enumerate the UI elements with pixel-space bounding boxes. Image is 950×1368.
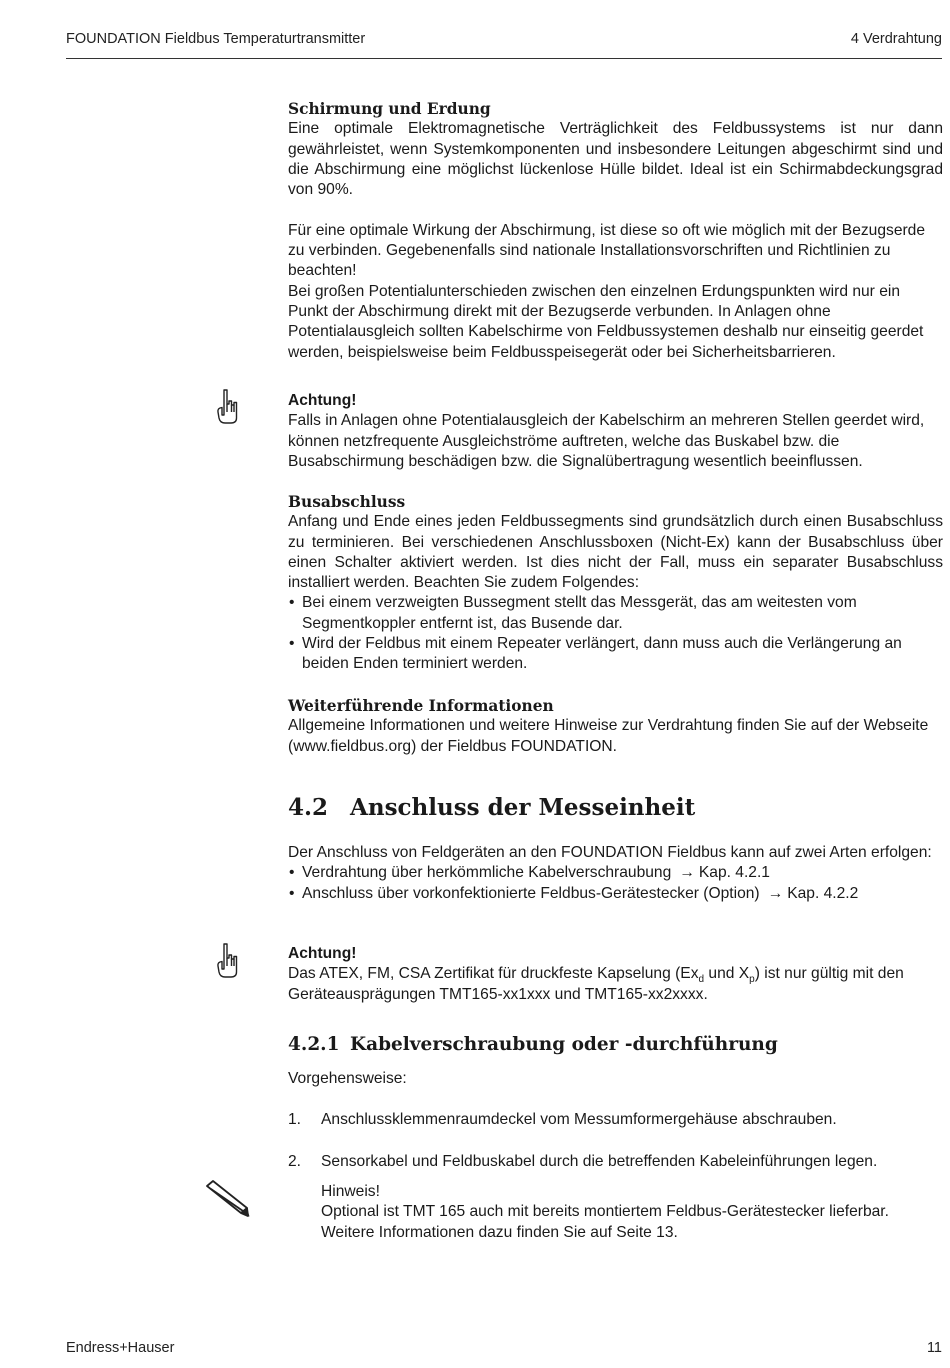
section-title: Kabelverschraubung oder -durchführung bbox=[350, 1034, 778, 1055]
note-line: Optional ist TMT 165 auch mit bereits montiertem Feldbus-Gerätestecker lieferbar. bbox=[321, 1203, 889, 1221]
step-number: 2. bbox=[288, 1153, 302, 1170]
procedure-intro: Vorgehensweise: bbox=[288, 1070, 407, 1087]
shielding-paragraph-3: Bei großen Potentialunterschieden zwischen den einzelnen Erdungspunkten wird nur ein Punkt der Abschirmung direkt mit der Bezugserde verbunden. In Anlagen ohne Potentialausgleich sollten Kabelschirme von Feldbussystemen deshalb nur einseitig geerdet werden, beispielsweise beim Feldbusspeisegerät oder bei Sicherheitsbarrieren. bbox=[288, 282, 924, 361]
caution-text: Falls in Anlagen ohne Potentialausgleich der Kabelschirm an mehreren Stellen geerdet wird, können netzfrequente Ausgleichströme auftreten, welche das Buskabel bzw. die Busabschirmung beschädigen bzw. die Signalübertragung wesentlich beeinflussen. bbox=[288, 412, 925, 470]
section-number: 4.2 bbox=[288, 794, 329, 821]
section-heading-4-2 bbox=[288, 794, 695, 821]
list-item: • Anschluss über vorkonfektionierte Feldbus-Gerätestecker (Option) → Kap. 4.2.2 bbox=[288, 884, 943, 904]
shielding-heading: Schirmung und Erdung bbox=[288, 100, 491, 118]
caution-title: Achtung! bbox=[288, 392, 357, 409]
chapter-reference: Kap. 4.2.2 bbox=[787, 884, 859, 902]
step-text: Sensorkabel und Feldbuskabel durch die betreffenden Kabeleinführungen legen. bbox=[321, 1153, 878, 1170]
termination-section bbox=[288, 492, 943, 675]
connection-options-list bbox=[288, 863, 943, 904]
section-title: Anschluss der Messeinheit bbox=[350, 794, 696, 821]
section-4-2-intro: Der Anschluss von Feldgeräten an den FOUNDATION Fieldbus kann auf zwei Arten erfolgen: bbox=[288, 844, 932, 861]
further-info-paragraph: Allgemeine Informationen und weitere Hinweise zur Verdrahtung finden Sie auf der Webseite (www.fieldbus.org) der Fieldbus FOUNDATION. bbox=[288, 717, 929, 755]
step-number: 1. bbox=[288, 1111, 302, 1128]
arrow-right-icon: → bbox=[767, 884, 784, 902]
caution-block-2 bbox=[288, 944, 943, 1005]
note-line: Weitere Informationen dazu finden Sie auf Seite 13. bbox=[321, 1223, 678, 1241]
pointing-hand-icon bbox=[214, 942, 240, 985]
section-heading-4-2-1 bbox=[288, 1034, 778, 1055]
page-number: 11 bbox=[926, 1340, 942, 1356]
section-number: 4.2.1 bbox=[288, 1034, 340, 1055]
caution-block-1 bbox=[288, 391, 943, 472]
further-info-section bbox=[288, 696, 943, 757]
section-4-2-body bbox=[288, 843, 943, 904]
arrow-right-icon: → bbox=[679, 864, 695, 882]
shielding-paragraph-1: Eine optimale Elektromagnetische Verträglichkeit des Feldbussystems ist nur dann gewährleistet, wenn Systemkomponenten und insbesondere Leitungen abgeschirmt sind und die Abschirmung eine möglichst lückenlose Hülle bildet. Ideal ist ein Schirmabdeckungsgrad von 90%. bbox=[288, 120, 943, 199]
running-header-title: FOUNDATION Fieldbus Temperaturtransmitter bbox=[66, 31, 366, 47]
further-info-heading: Weiterführende Informationen bbox=[288, 697, 554, 715]
list-item: • Wird der Feldbus mit einem Repeater verlängert, dann muss auch die Verlängerung an beiden Enden terminiert werden. bbox=[288, 634, 943, 675]
termination-paragraph: Anfang und Ende eines jeden Feldbussegments sind grundsätzlich durch einen Busabschluss zu terminieren. Bei verschiedenen Anschlussboxen (Nicht-Ex) kann der Busabschluss über einen Schalter aktiviert werden. Ist dies nicht der Fall, muss ein separater Busabschluss installiert werden. Beachten Sie zudem Folgendes: bbox=[288, 513, 943, 592]
pointing-hand-icon bbox=[214, 388, 240, 431]
termination-heading: Busabschluss bbox=[288, 493, 406, 511]
shielding-section bbox=[288, 99, 943, 363]
note-block bbox=[321, 1182, 948, 1243]
running-header-chapter: 4 Verdrahtung bbox=[850, 31, 942, 47]
procedure-intro-block bbox=[288, 1069, 943, 1089]
list-item: • Bei einem verzweigten Bussegment stellt das Messgerät, das am weitesten vom Segmentkoppler entfernt ist, das Busende dar. bbox=[288, 593, 943, 634]
shielding-paragraph-2: Für eine optimale Wirkung der Abschirmung, ist diese so oft wie möglich mit der Bezugserde zu verbinden. Gegebenenfalls sind nationale Installationsvorschriften und Richtlinien zu beachten! bbox=[288, 221, 926, 280]
caution-title: Achtung! bbox=[288, 945, 357, 962]
list-item: • Verdrahtung über herkömmliche Kabelverschraubung → Kap. 4.2.1 bbox=[288, 863, 943, 883]
caution-text: Das ATEX, FM, CSA Zertifikat für druckfeste Kapselung ($Ex_d$ und $X_p$) ist nur gültig mit den Geräteausprägungen TMT165-xx1xxx und TMT165-xx2xxxx. bbox=[288, 965, 904, 1003]
termination-bullet-list bbox=[288, 593, 943, 674]
note-title: Hinweis! bbox=[321, 1183, 380, 1200]
footer-brand: Endress+Hauser bbox=[66, 1340, 175, 1356]
chapter-reference: Kap. 4.2.1 bbox=[698, 864, 770, 882]
step-text: Anschlussklemmenraumdeckel vom Messumformergehäuse abschrauben. bbox=[321, 1111, 837, 1128]
pencil-icon bbox=[203, 1180, 251, 1223]
header-rule bbox=[66, 58, 942, 59]
